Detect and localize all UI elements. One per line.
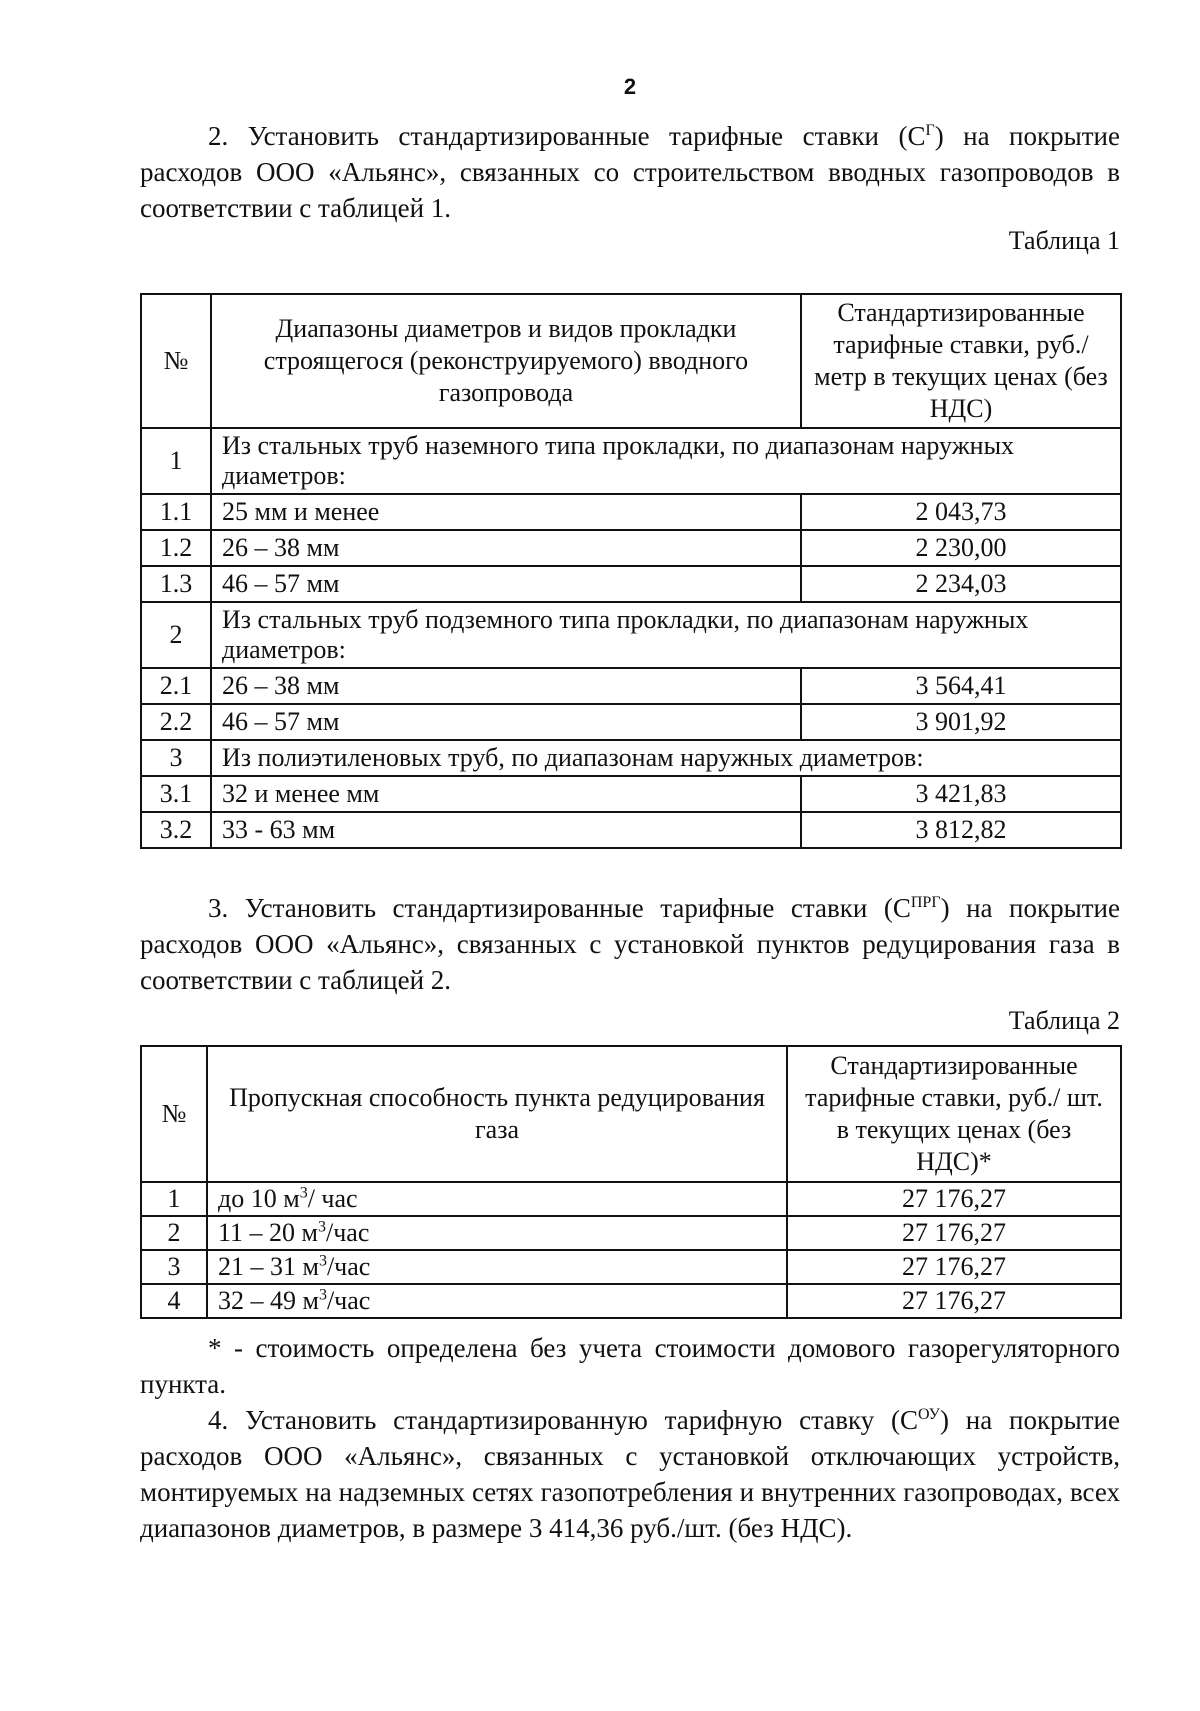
row-description: 25 мм и менее: [211, 494, 801, 530]
row-description: 33 - 63 мм: [211, 812, 801, 848]
row-description: 26 – 38 мм: [211, 668, 801, 704]
row-value: 27 176,27: [787, 1284, 1121, 1318]
row-description-text: 11 – 20 м: [218, 1218, 318, 1247]
row-description: 26 – 38 мм: [211, 530, 801, 566]
row-number: 4: [141, 1284, 207, 1318]
row-description-superscript: 3: [299, 1184, 308, 1202]
row-number: 2: [141, 1216, 207, 1250]
row-description: [207, 1216, 787, 1250]
row-number: 3.2: [141, 812, 211, 848]
paragraph-4-lead: 4. Установить стандартизированную тарифную ставку (С: [208, 1405, 919, 1435]
table-row: [141, 668, 1121, 704]
row-number: 1.2: [141, 530, 211, 566]
table-row: [141, 1182, 1121, 1216]
row-description: 32 и менее мм: [211, 776, 801, 812]
row-description-unit: /час: [326, 1218, 370, 1247]
row-description-text: 32 – 49 м: [218, 1286, 319, 1315]
table-2-header-description: Пропускная способность пункта редуцирования газа: [207, 1046, 787, 1182]
row-value: 2 043,73: [801, 494, 1121, 530]
tariff-table-2: [140, 1045, 1122, 1319]
table-row: [141, 704, 1121, 740]
table-1-header-number: №: [141, 294, 211, 428]
row-description: [207, 1284, 787, 1318]
paragraph-3-lead: 3. Установить стандартизированные тарифные ставки (С: [208, 893, 911, 923]
row-description: 46 – 57 мм: [211, 566, 801, 602]
row-value: 2 230,00: [801, 530, 1121, 566]
page-number: 2: [623, 74, 637, 99]
paragraph-4-superscript: ОУ: [918, 1406, 940, 1423]
paragraph-2-superscript: Г: [925, 122, 935, 139]
paragraph-2-lead: 2. Установить стандартизированные тарифные ставки (С: [208, 121, 926, 151]
table-2-caption: Таблица 2: [1008, 1006, 1120, 1035]
table-1-header-row: [141, 294, 1121, 428]
paragraph-2: [140, 118, 1120, 226]
row-description-superscript: 3: [318, 1286, 327, 1304]
table-row: [141, 740, 1121, 776]
paragraph-4: [140, 1402, 1120, 1546]
table-1-caption: Таблица 1: [1008, 226, 1120, 255]
table-1-header-value: Стандартизированные тарифные ставки, руб./метр в текущих ценах (без НДС): [801, 294, 1121, 428]
row-description-text: до 10 м: [218, 1184, 300, 1213]
row-number: 3: [141, 740, 211, 776]
row-number: 1: [141, 428, 211, 494]
paragraph-3: [140, 890, 1120, 998]
row-value: 3 901,92: [801, 704, 1121, 740]
section-title: Из полиэтиленовых труб, по диапазонам наружных диаметров:: [211, 740, 1121, 776]
table-row: [141, 1216, 1121, 1250]
paragraph-4-rest: ) на покрытие расходов ООО «Альянс», связанных с установкой отключающих устройств, монтируемых на надземных сетях газопотребления и внутренних газопроводах, всех диапазонов диаметров, в размере 3 414,36 руб./шт. (без НДС).: [140, 1405, 1120, 1543]
table-row: [141, 602, 1121, 668]
row-description-unit: /час: [326, 1252, 371, 1281]
table-1-header-description: Диапазоны диаметров и видов прокладки строящегося (реконструируемого) вводного газопровода: [211, 294, 801, 428]
row-number: 2.2: [141, 704, 211, 740]
section-title: Из стальных труб подземного типа прокладки, по диапазонам наружных диаметров:: [211, 602, 1121, 668]
row-description-superscript: 3: [318, 1252, 327, 1270]
tariff-table-1: [140, 293, 1122, 849]
table-2-header-number: №: [141, 1046, 207, 1182]
row-description-unit: / час: [307, 1184, 358, 1213]
table-row: [141, 1284, 1121, 1318]
row-number: 2: [141, 602, 211, 668]
row-number: 3.1: [141, 776, 211, 812]
row-description-superscript: 3: [318, 1218, 326, 1236]
row-value: 3 564,41: [801, 668, 1121, 704]
table-2-header-value: Стандартизированные тарифные ставки, руб./ шт. в текущих ценах (без НДС)*: [787, 1046, 1121, 1182]
table-row: [141, 1250, 1121, 1284]
row-description-text: 21 – 31 м: [218, 1252, 319, 1281]
row-number: 2.1: [141, 668, 211, 704]
paragraph-3-superscript: ПРГ: [910, 894, 941, 911]
row-description: 46 – 57 мм: [211, 704, 801, 740]
row-value: 27 176,27: [787, 1250, 1121, 1284]
table-row: [141, 494, 1121, 530]
row-number: 1.1: [141, 494, 211, 530]
table-row: [141, 566, 1121, 602]
row-number: 1: [141, 1182, 207, 1216]
table-row: [141, 776, 1121, 812]
row-number: 1.3: [141, 566, 211, 602]
row-description: [207, 1250, 787, 1284]
section-title: Из стальных труб наземного типа прокладки, по диапазонам наружных диаметров:: [211, 428, 1121, 494]
paragraph-2-rest: ) на покрытие расходов ООО «Альянс», связанных со строительством вводных газопроводов в соответствии с таблицей 1.: [140, 121, 1120, 223]
row-description: [207, 1182, 787, 1216]
table-row: [141, 812, 1121, 848]
row-value: 2 234,03: [801, 566, 1121, 602]
table-2-header-row: [141, 1046, 1121, 1182]
row-value: 27 176,27: [787, 1216, 1121, 1250]
footnote: * - стоимость определена без учета стоимости домового газорегуляторного пункта.: [140, 1333, 1120, 1399]
table-row: [141, 530, 1121, 566]
row-value: 3 421,83: [801, 776, 1121, 812]
row-number: 3: [141, 1250, 207, 1284]
row-value: 3 812,82: [801, 812, 1121, 848]
row-description-unit: /час: [326, 1286, 371, 1315]
table-row: [141, 428, 1121, 494]
paragraph-3-rest: ) на покрытие расходов ООО «Альянс», связанных с установкой пунктов редуцирования газа в соответствии с таблицей 2.: [140, 893, 1120, 995]
row-value: 27 176,27: [787, 1182, 1121, 1216]
